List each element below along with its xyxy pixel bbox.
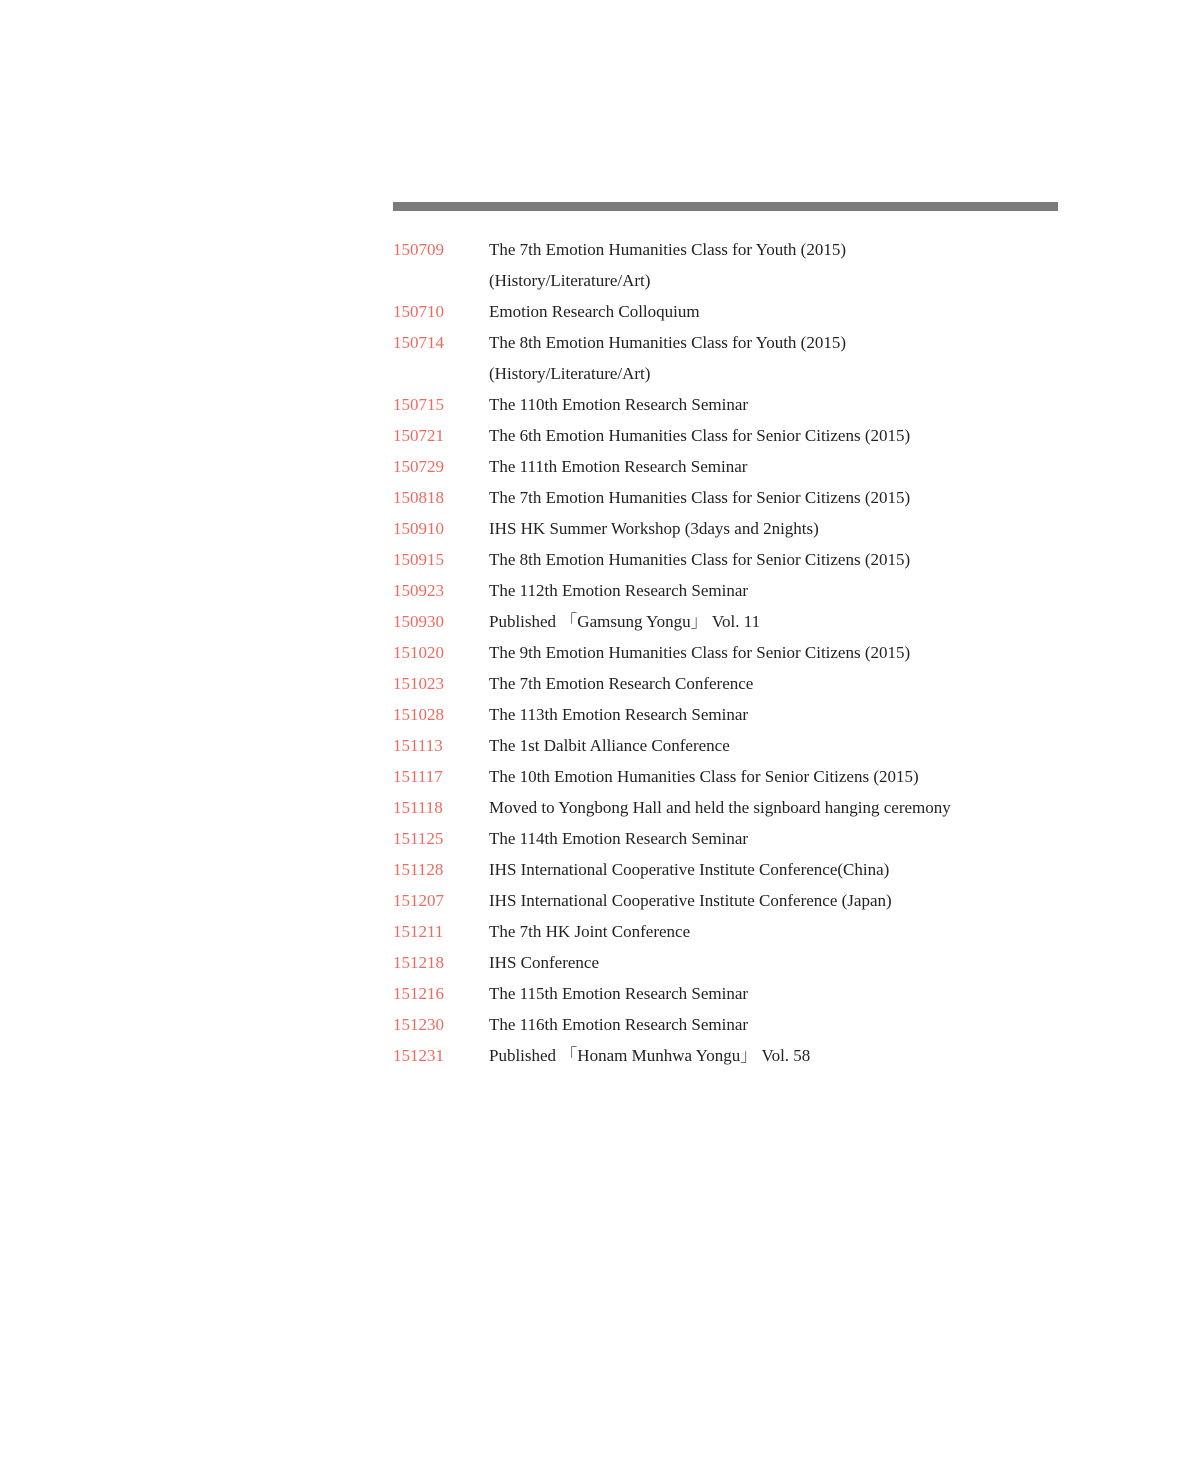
timeline-entry [393,606,1058,637]
entry-description [489,637,1058,668]
entry-description-line: IHS International Cooperative Institute Conference(China) [489,860,890,879]
timeline-entry [393,947,1058,978]
entry-description-line: The 110th Emotion Research Seminar [489,395,749,414]
entry-description [489,544,1058,575]
entry-date: 151207 [393,891,444,910]
entry-description [489,885,1058,916]
timeline-entry [393,513,1058,544]
timeline-entry [393,885,1058,916]
entry-description-line: The 7th Emotion Research Conference [489,674,754,693]
entry-date: 150709 [393,240,444,259]
entry-description [489,978,1058,1009]
entry-description-line: (History/Literature/Art) [489,271,651,290]
entry-description [489,761,1058,792]
top-divider-bar [393,202,1058,211]
entry-date: 150729 [393,457,444,476]
entry-date: 151216 [393,984,444,1003]
entry-description [489,420,1058,451]
entry-date: 151211 [393,922,444,941]
timeline-entry [393,823,1058,854]
entry-description-line: The 1st Dalbit Alliance Conference [489,736,730,755]
entry-description-line: The 8th Emotion Humanities Class for Youth (2015) [489,333,846,352]
entry-date: 151020 [393,643,444,662]
timeline-entry [393,544,1058,575]
entry-date: 151023 [393,674,444,693]
entry-description-line: Published 「Honam Munhwa Yongu」 Vol. 58 [489,1046,811,1065]
entry-description [489,916,1058,947]
entry-description [489,1009,1058,1040]
entry-description [489,451,1058,482]
entry-date: 150915 [393,550,444,569]
entry-description-line: (History/Literature/Art) [489,364,651,383]
entry-description [489,513,1058,544]
entry-description [489,1040,1058,1071]
entry-description [489,575,1058,606]
entry-date: 150910 [393,519,444,538]
entry-date: 150818 [393,488,444,507]
entry-description [489,699,1058,730]
timeline-entry [393,978,1058,1009]
entry-description-line: The 7th Emotion Humanities Class for Youth (2015) [489,240,846,259]
entry-description-line: IHS Conference [489,953,599,972]
entry-description-line: The 112th Emotion Research Seminar [489,581,749,600]
timeline-entry [393,916,1058,947]
timeline-entry [393,761,1058,792]
entry-description-line: The 7th HK Joint Conference [489,922,691,941]
entry-description [489,854,1058,885]
entry-description-line: The 9th Emotion Humanities Class for Senior Citizens (2015) [489,643,911,662]
entry-description-line: The 113th Emotion Research Seminar [489,705,749,724]
entry-date: 151230 [393,1015,444,1034]
entry-description-line: IHS HK Summer Workshop (3days and 2nights) [489,519,819,538]
timeline-entry [393,1040,1058,1071]
timeline-entry [393,296,1058,327]
timeline-entry [393,327,1058,389]
timeline-entry [393,792,1058,823]
timeline-entry [393,420,1058,451]
entry-date: 151117 [393,767,443,786]
timeline-entry [393,482,1058,513]
timeline-entry [393,234,1058,296]
entry-date: 151028 [393,705,444,724]
entry-date: 150715 [393,395,444,414]
entry-date: 151125 [393,829,444,848]
entry-date: 150714 [393,333,444,352]
entry-date: 151231 [393,1046,444,1065]
entry-description-line: The 111th Emotion Research Seminar [489,457,748,476]
entry-description [489,327,1058,389]
timeline-entry [393,575,1058,606]
entry-description-line: The 6th Emotion Humanities Class for Senior Citizens (2015) [489,426,911,445]
entry-description-line: Published 「Gamsung Yongu」 Vol. 11 [489,612,761,631]
entry-description-line: The 10th Emotion Humanities Class for Senior Citizens (2015) [489,767,919,786]
entry-description [489,606,1058,637]
timeline-entry [393,451,1058,482]
entry-date: 151118 [393,798,443,817]
entry-date: 151128 [393,860,444,879]
entry-description [489,234,1058,296]
entry-description-line: The 115th Emotion Research Seminar [489,984,749,1003]
timeline-entry [393,854,1058,885]
entry-description [489,482,1058,513]
entry-description [489,730,1058,761]
entry-date: 150930 [393,612,444,631]
timeline-entry [393,637,1058,668]
entry-description-line: The 116th Emotion Research Seminar [489,1015,749,1034]
entry-description [489,296,1058,327]
entry-description [489,668,1058,699]
entry-description-line: The 114th Emotion Research Seminar [489,829,749,848]
timeline-entry [393,389,1058,420]
entry-description-line: The 8th Emotion Humanities Class for Senior Citizens (2015) [489,550,911,569]
timeline-entry [393,668,1058,699]
timeline-entry [393,730,1058,761]
entry-description-line: IHS International Cooperative Institute Conference (Japan) [489,891,892,910]
entry-description [489,792,1058,823]
entry-date: 151113 [393,736,443,755]
entry-date: 151218 [393,953,444,972]
entry-description [489,823,1058,854]
entry-description-line: Emotion Research Colloquium [489,302,700,321]
entry-date: 150923 [393,581,444,600]
timeline-entry [393,699,1058,730]
entry-date: 150710 [393,302,444,321]
entry-description [489,947,1058,978]
entry-description-line: The 7th Emotion Humanities Class for Senior Citizens (2015) [489,488,911,507]
timeline-list [393,234,1058,1071]
timeline-entry [393,1009,1058,1040]
entry-description-line: Moved to Yongbong Hall and held the signboard hanging ceremony [489,798,951,817]
entry-description [489,389,1058,420]
entry-date: 150721 [393,426,444,445]
